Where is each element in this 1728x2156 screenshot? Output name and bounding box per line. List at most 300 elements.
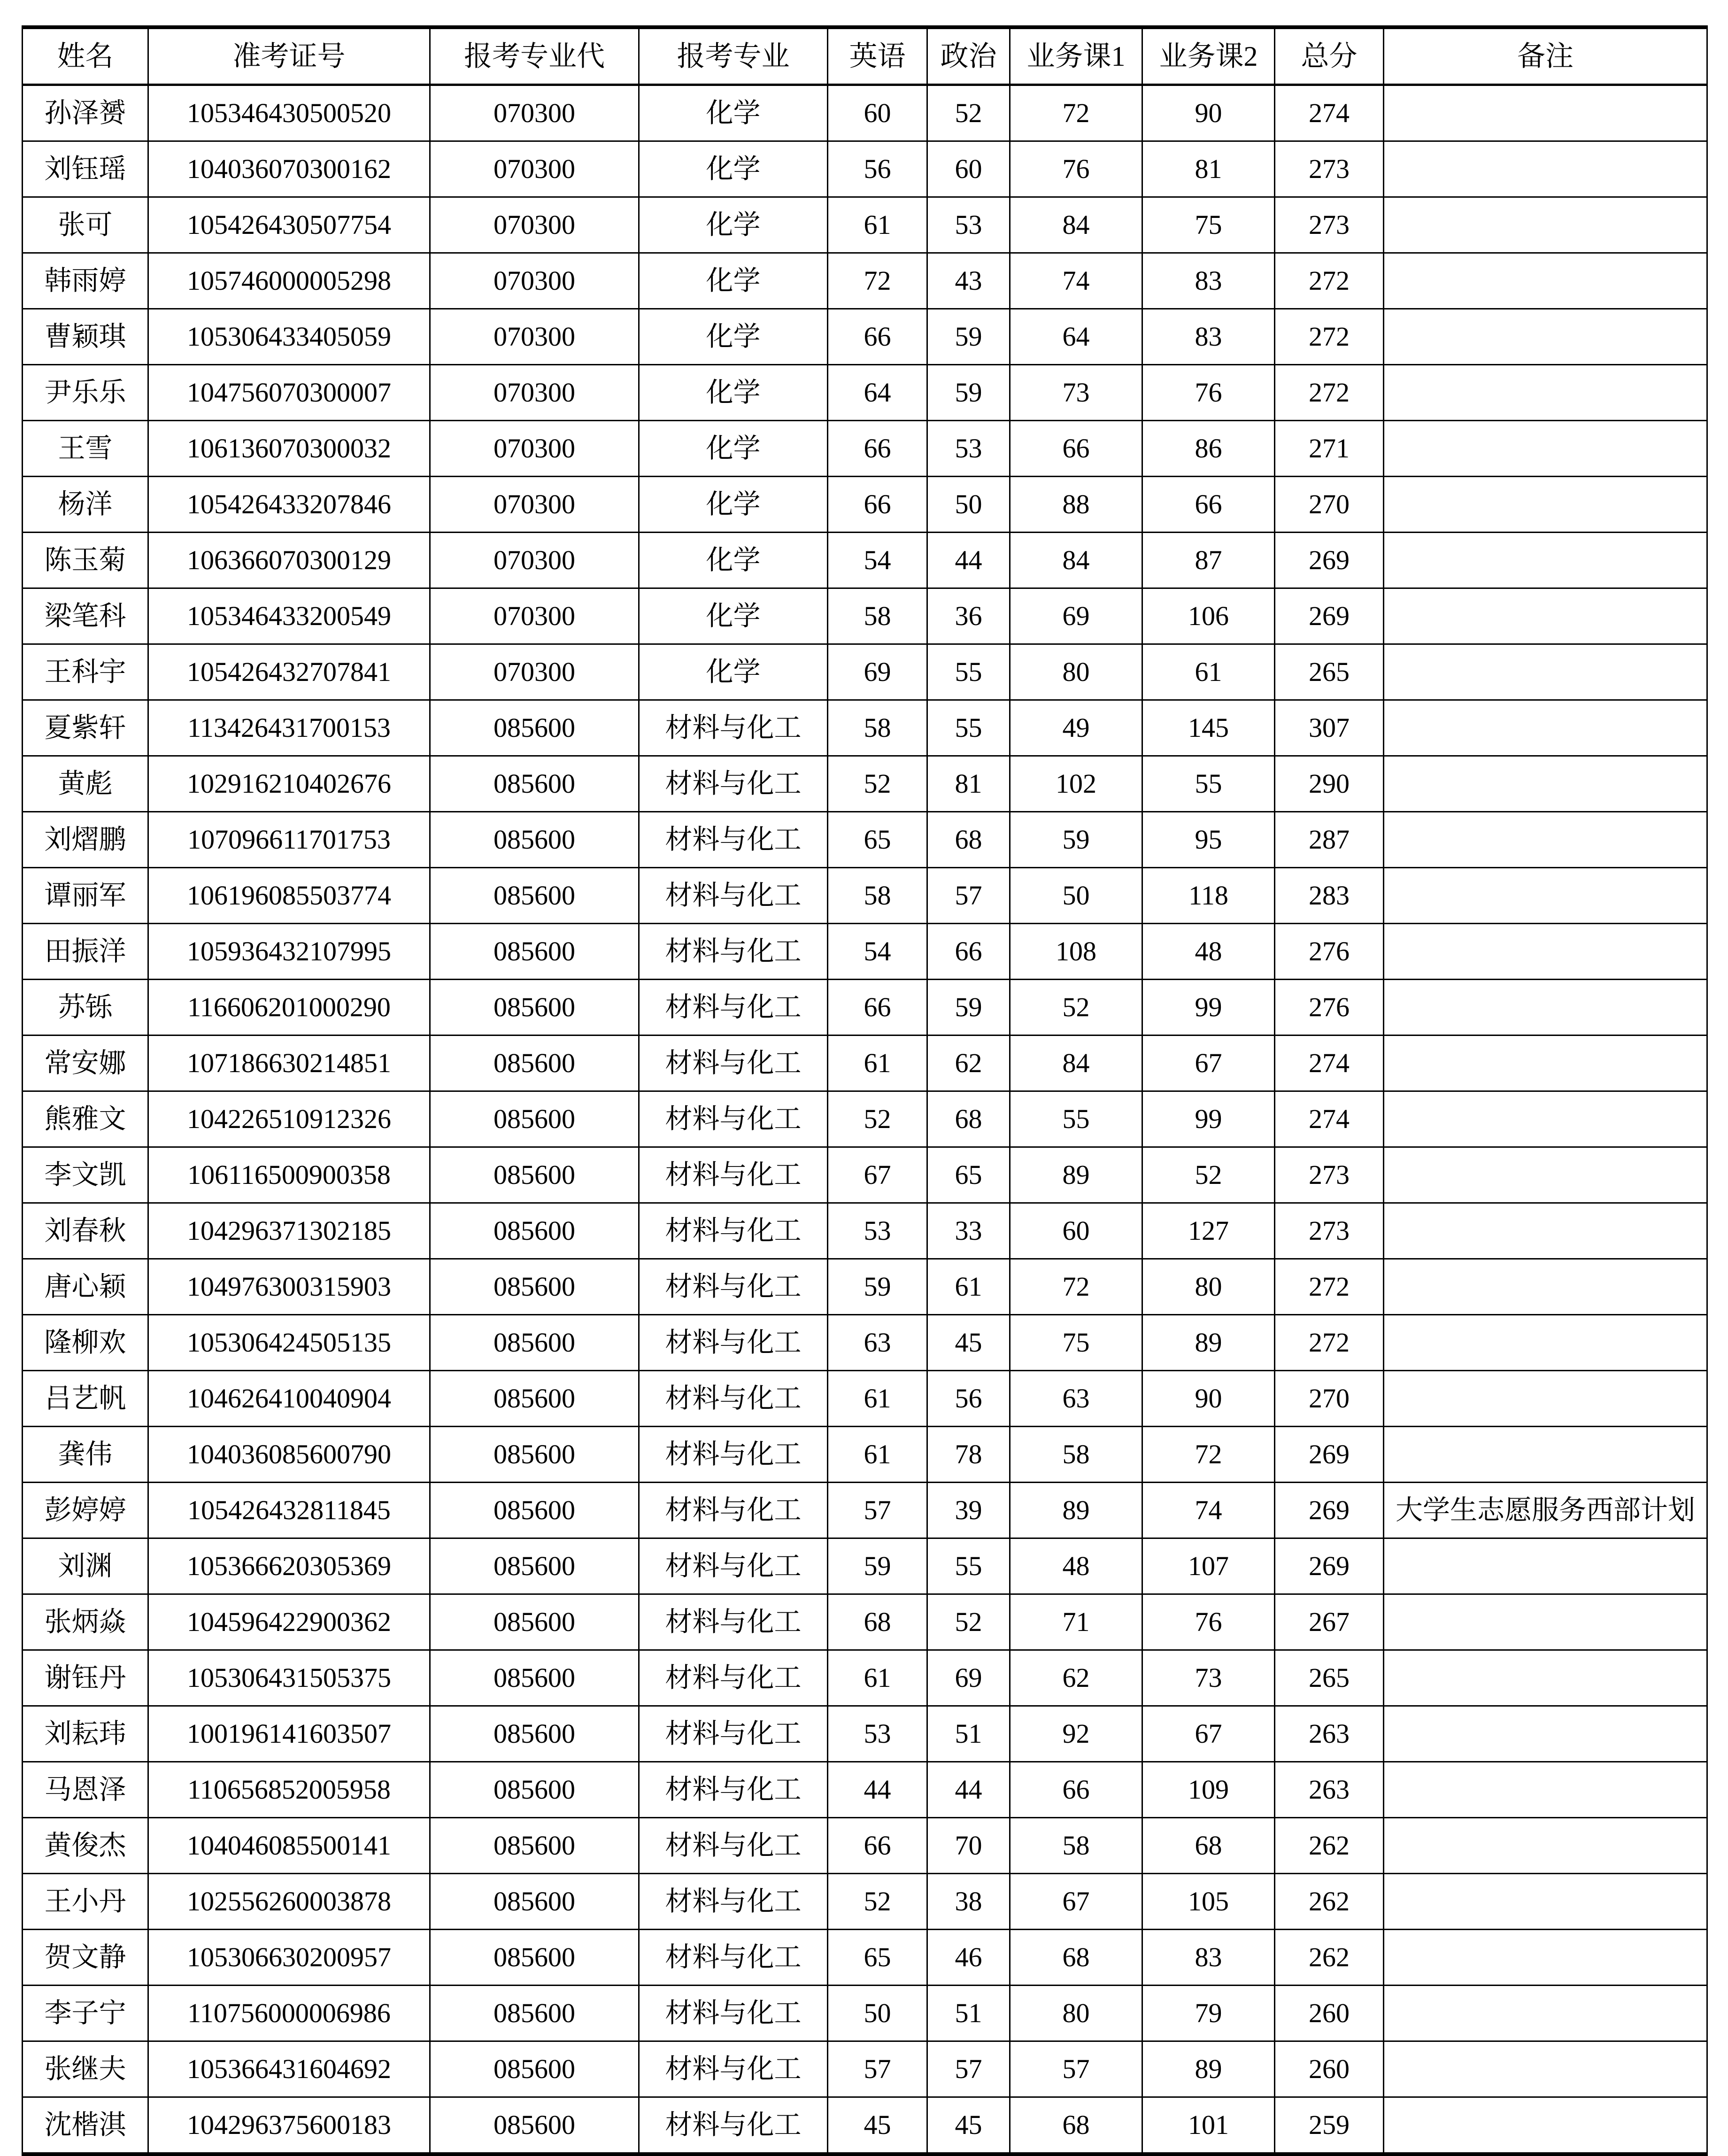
cell-exam-id: 107096611701753	[148, 812, 430, 868]
cell-major-code: 085600	[430, 1930, 639, 1986]
column-header-subject1: 业务课1	[1010, 27, 1142, 85]
cell-total: 273	[1275, 1147, 1384, 1203]
cell-subject1: 92	[1010, 1706, 1142, 1762]
cell-total: 262	[1275, 1818, 1384, 1874]
table-body	[23, 85, 1707, 2155]
cell-remark	[1384, 85, 1707, 141]
cell-major: 材料与化工	[639, 1650, 828, 1706]
cell-politics: 53	[927, 421, 1010, 477]
column-header-politics: 政治	[927, 27, 1010, 85]
cell-major: 化学	[639, 197, 828, 253]
cell-major-code: 085600	[430, 812, 639, 868]
cell-total: 272	[1275, 1259, 1384, 1315]
cell-english: 52	[828, 1091, 927, 1147]
column-header-remark: 备注	[1384, 27, 1707, 85]
cell-total: 273	[1275, 141, 1384, 197]
cell-exam-id: 104036085600790	[148, 1427, 430, 1483]
cell-remark	[1384, 1762, 1707, 1818]
cell-english: 63	[828, 1315, 927, 1371]
cell-english: 61	[828, 1371, 927, 1427]
cell-exam-id: 104976300315903	[148, 1259, 430, 1315]
cell-major: 材料与化工	[639, 1147, 828, 1203]
cell-exam-id: 104596422900362	[148, 1594, 430, 1650]
cell-total: 269	[1275, 533, 1384, 588]
cell-english: 53	[828, 1706, 927, 1762]
cell-subject2: 52	[1142, 1147, 1275, 1203]
cell-politics: 45	[927, 2097, 1010, 2155]
cell-remark	[1384, 1203, 1707, 1259]
cell-major-code: 085600	[430, 868, 639, 924]
cell-english: 65	[828, 1930, 927, 1986]
cell-subject2: 109	[1142, 1762, 1275, 1818]
cell-subject2: 101	[1142, 2097, 1275, 2155]
cell-politics: 52	[927, 85, 1010, 141]
cell-exam-id: 105306433405059	[148, 309, 430, 365]
cell-exam-id: 105366431604692	[148, 2041, 430, 2097]
cell-politics: 65	[927, 1147, 1010, 1203]
table-row	[23, 2097, 1707, 2155]
cell-subject2: 73	[1142, 1650, 1275, 1706]
cell-exam-id: 105366620305369	[148, 1538, 430, 1594]
cell-major: 材料与化工	[639, 1091, 828, 1147]
cell-subject2: 107	[1142, 1538, 1275, 1594]
cell-name: 王科宇	[23, 644, 148, 700]
cell-english: 72	[828, 253, 927, 309]
cell-major-code: 085600	[430, 1371, 639, 1427]
cell-name: 田振洋	[23, 924, 148, 980]
cell-total: 272	[1275, 253, 1384, 309]
cell-english: 57	[828, 2041, 927, 2097]
cell-subject2: 76	[1142, 1594, 1275, 1650]
cell-exam-id: 106136070300032	[148, 421, 430, 477]
table-row	[23, 309, 1707, 365]
cell-total: 259	[1275, 2097, 1384, 2155]
cell-english: 66	[828, 1818, 927, 1874]
cell-subject1: 89	[1010, 1483, 1142, 1538]
cell-politics: 69	[927, 1650, 1010, 1706]
cell-subject1: 80	[1010, 644, 1142, 700]
table-row	[23, 1706, 1707, 1762]
cell-subject1: 72	[1010, 1259, 1142, 1315]
cell-major-code: 070300	[430, 477, 639, 533]
cell-name: 马恩泽	[23, 1762, 148, 1818]
table-row	[23, 1035, 1707, 1091]
cell-politics: 46	[927, 1930, 1010, 1986]
cell-major: 化学	[639, 644, 828, 700]
cell-subject1: 89	[1010, 1147, 1142, 1203]
cell-major: 材料与化工	[639, 1538, 828, 1594]
cell-total: 262	[1275, 1930, 1384, 1986]
cell-name: 王雪	[23, 421, 148, 477]
cell-major-code: 070300	[430, 644, 639, 700]
cell-major: 材料与化工	[639, 1483, 828, 1538]
cell-politics: 51	[927, 1986, 1010, 2041]
cell-exam-id: 104036070300162	[148, 141, 430, 197]
cell-politics: 55	[927, 1538, 1010, 1594]
cell-major: 材料与化工	[639, 756, 828, 812]
cell-politics: 51	[927, 1706, 1010, 1762]
cell-exam-id: 116606201000290	[148, 980, 430, 1035]
cell-english: 50	[828, 1986, 927, 2041]
cell-major-code: 085600	[430, 1427, 639, 1483]
cell-politics: 44	[927, 1762, 1010, 1818]
cell-exam-id: 105306431505375	[148, 1650, 430, 1706]
cell-major-code: 085600	[430, 2041, 639, 2097]
cell-major: 化学	[639, 588, 828, 644]
cell-remark	[1384, 365, 1707, 421]
column-header-exam-id: 准考证号	[148, 27, 430, 85]
cell-major-code: 085600	[430, 1762, 639, 1818]
cell-remark	[1384, 2041, 1707, 2097]
cell-exam-id: 110656852005958	[148, 1762, 430, 1818]
cell-major-code: 085600	[430, 1259, 639, 1315]
cell-total: 265	[1275, 1650, 1384, 1706]
cell-english: 54	[828, 533, 927, 588]
table-row	[23, 477, 1707, 533]
table-row	[23, 1818, 1707, 1874]
cell-total: 260	[1275, 1986, 1384, 2041]
table-row	[23, 700, 1707, 756]
cell-total: 287	[1275, 812, 1384, 868]
cell-major: 化学	[639, 477, 828, 533]
cell-major-code: 085600	[430, 1483, 639, 1538]
cell-subject2: 67	[1142, 1706, 1275, 1762]
cell-name: 苏铄	[23, 980, 148, 1035]
cell-major: 材料与化工	[639, 980, 828, 1035]
cell-subject1: 80	[1010, 1986, 1142, 2041]
cell-remark	[1384, 1650, 1707, 1706]
cell-total: 272	[1275, 1315, 1384, 1371]
cell-major-code: 085600	[430, 1818, 639, 1874]
cell-english: 61	[828, 1650, 927, 1706]
cell-major: 材料与化工	[639, 1930, 828, 1986]
cell-major: 材料与化工	[639, 1762, 828, 1818]
cell-major: 材料与化工	[639, 1315, 828, 1371]
cell-total: 273	[1275, 1203, 1384, 1259]
cell-remark	[1384, 756, 1707, 812]
cell-major: 化学	[639, 421, 828, 477]
cell-english: 60	[828, 85, 927, 141]
cell-subject1: 68	[1010, 1930, 1142, 1986]
table-row	[23, 365, 1707, 421]
cell-exam-id: 104626410040904	[148, 1371, 430, 1427]
table-row	[23, 1650, 1707, 1706]
cell-subject2: 99	[1142, 980, 1275, 1035]
cell-name: 隆柳欢	[23, 1315, 148, 1371]
cell-subject1: 66	[1010, 421, 1142, 477]
cell-politics: 61	[927, 1259, 1010, 1315]
cell-politics: 33	[927, 1203, 1010, 1259]
table-row	[23, 1986, 1707, 2041]
cell-major: 材料与化工	[639, 1818, 828, 1874]
cell-total: 283	[1275, 868, 1384, 924]
cell-major: 材料与化工	[639, 1986, 828, 2041]
cell-exam-id: 104046085500141	[148, 1818, 430, 1874]
cell-name: 张继夫	[23, 2041, 148, 2097]
cell-subject1: 76	[1010, 141, 1142, 197]
cell-exam-id: 104226510912326	[148, 1091, 430, 1147]
cell-name: 谭丽军	[23, 868, 148, 924]
table-row	[23, 924, 1707, 980]
cell-english: 45	[828, 2097, 927, 2155]
cell-total: 269	[1275, 588, 1384, 644]
cell-name: 刘春秋	[23, 1203, 148, 1259]
cell-subject1: 48	[1010, 1538, 1142, 1594]
cell-exam-id: 102556260003878	[148, 1874, 430, 1930]
cell-english: 68	[828, 1594, 927, 1650]
cell-politics: 57	[927, 2041, 1010, 2097]
cell-subject1: 52	[1010, 980, 1142, 1035]
cell-remark	[1384, 588, 1707, 644]
cell-major-code: 070300	[430, 588, 639, 644]
cell-major-code: 085600	[430, 1594, 639, 1650]
cell-subject1: 71	[1010, 1594, 1142, 1650]
cell-subject1: 68	[1010, 2097, 1142, 2155]
cell-name: 曹颖琪	[23, 309, 148, 365]
cell-major: 材料与化工	[639, 1706, 828, 1762]
cell-english: 57	[828, 1483, 927, 1538]
cell-remark	[1384, 644, 1707, 700]
cell-remark	[1384, 1706, 1707, 1762]
cell-major-code: 070300	[430, 309, 639, 365]
cell-total: 290	[1275, 756, 1384, 812]
cell-name: 常安娜	[23, 1035, 148, 1091]
cell-major: 化学	[639, 85, 828, 141]
cell-subject2: 89	[1142, 2041, 1275, 2097]
column-header-total: 总分	[1275, 27, 1384, 85]
cell-politics: 62	[927, 1035, 1010, 1091]
cell-major: 材料与化工	[639, 1371, 828, 1427]
cell-subject1: 75	[1010, 1315, 1142, 1371]
cell-subject2: 83	[1142, 309, 1275, 365]
cell-exam-id: 105426432707841	[148, 644, 430, 700]
cell-major: 材料与化工	[639, 1594, 828, 1650]
cell-exam-id: 105426430507754	[148, 197, 430, 253]
table-row	[23, 1259, 1707, 1315]
cell-subject1: 72	[1010, 85, 1142, 141]
cell-name: 黄俊杰	[23, 1818, 148, 1874]
cell-major-code: 085600	[430, 1874, 639, 1930]
cell-remark	[1384, 533, 1707, 588]
cell-name: 夏紫轩	[23, 700, 148, 756]
cell-subject2: 86	[1142, 421, 1275, 477]
cell-english: 61	[828, 197, 927, 253]
cell-exam-id: 105306424505135	[148, 1315, 430, 1371]
column-header-major: 报考专业	[639, 27, 828, 85]
cell-total: 269	[1275, 1427, 1384, 1483]
cell-major-code: 070300	[430, 85, 639, 141]
cell-english: 59	[828, 1538, 927, 1594]
cell-exam-id: 105426432811845	[148, 1483, 430, 1538]
cell-subject1: 69	[1010, 588, 1142, 644]
cell-total: 263	[1275, 1762, 1384, 1818]
cell-politics: 59	[927, 309, 1010, 365]
cell-remark	[1384, 2097, 1707, 2155]
cell-major-code: 070300	[430, 141, 639, 197]
cell-english: 54	[828, 924, 927, 980]
exam-results-table	[22, 25, 1708, 2156]
cell-subject2: 67	[1142, 1035, 1275, 1091]
cell-total: 269	[1275, 1483, 1384, 1538]
cell-major: 材料与化工	[639, 1203, 828, 1259]
cell-total: 265	[1275, 644, 1384, 700]
cell-exam-id: 105936432107995	[148, 924, 430, 980]
cell-remark	[1384, 253, 1707, 309]
cell-major: 化学	[639, 141, 828, 197]
cell-subject2: 105	[1142, 1874, 1275, 1930]
cell-politics: 53	[927, 197, 1010, 253]
cell-remark	[1384, 141, 1707, 197]
cell-total: 276	[1275, 980, 1384, 1035]
cell-subject2: 75	[1142, 197, 1275, 253]
cell-politics: 55	[927, 700, 1010, 756]
cell-total: 270	[1275, 477, 1384, 533]
cell-subject1: 66	[1010, 1762, 1142, 1818]
cell-subject1: 60	[1010, 1203, 1142, 1259]
cell-exam-id: 106196085503774	[148, 868, 430, 924]
cell-english: 58	[828, 700, 927, 756]
cell-subject1: 63	[1010, 1371, 1142, 1427]
cell-remark	[1384, 1427, 1707, 1483]
cell-major-code: 085600	[430, 1706, 639, 1762]
cell-name: 彭婷婷	[23, 1483, 148, 1538]
cell-politics: 59	[927, 365, 1010, 421]
cell-exam-id: 113426431700153	[148, 700, 430, 756]
cell-english: 44	[828, 1762, 927, 1818]
cell-major-code: 085600	[430, 980, 639, 1035]
cell-exam-id: 105306630200957	[148, 1930, 430, 1986]
cell-remark	[1384, 1986, 1707, 2041]
cell-english: 69	[828, 644, 927, 700]
table-row	[23, 1427, 1707, 1483]
cell-name: 谢钰丹	[23, 1650, 148, 1706]
cell-name: 杨洋	[23, 477, 148, 533]
cell-remark	[1384, 924, 1707, 980]
cell-subject1: 57	[1010, 2041, 1142, 2097]
cell-politics: 50	[927, 477, 1010, 533]
cell-exam-id: 104296371302185	[148, 1203, 430, 1259]
cell-major-code: 085600	[430, 1315, 639, 1371]
cell-major-code: 085600	[430, 1091, 639, 1147]
table-row	[23, 421, 1707, 477]
cell-name: 张炳焱	[23, 1594, 148, 1650]
cell-subject1: 58	[1010, 1818, 1142, 1874]
cell-major: 材料与化工	[639, 868, 828, 924]
cell-major: 材料与化工	[639, 1874, 828, 1930]
cell-politics: 55	[927, 644, 1010, 700]
cell-exam-id: 105346433200549	[148, 588, 430, 644]
cell-name: 张可	[23, 197, 148, 253]
cell-major-code: 070300	[430, 421, 639, 477]
cell-subject1: 88	[1010, 477, 1142, 533]
cell-politics: 68	[927, 1091, 1010, 1147]
cell-politics: 68	[927, 812, 1010, 868]
cell-total: 274	[1275, 1091, 1384, 1147]
cell-subject1: 50	[1010, 868, 1142, 924]
table-row	[23, 1315, 1707, 1371]
cell-subject2: 127	[1142, 1203, 1275, 1259]
cell-exam-id: 106116500900358	[148, 1147, 430, 1203]
cell-name: 孙泽赟	[23, 85, 148, 141]
cell-subject2: 79	[1142, 1986, 1275, 2041]
cell-name: 贺文静	[23, 1930, 148, 1986]
table-row	[23, 756, 1707, 812]
cell-subject2: 95	[1142, 812, 1275, 868]
cell-total: 270	[1275, 1371, 1384, 1427]
cell-total: 272	[1275, 365, 1384, 421]
cell-total: 272	[1275, 309, 1384, 365]
cell-total: 307	[1275, 700, 1384, 756]
cell-politics: 38	[927, 1874, 1010, 1930]
table-row	[23, 1483, 1707, 1538]
cell-english: 64	[828, 365, 927, 421]
cell-major: 材料与化工	[639, 924, 828, 980]
cell-politics: 43	[927, 253, 1010, 309]
cell-subject1: 84	[1010, 1035, 1142, 1091]
cell-remark	[1384, 477, 1707, 533]
cell-remark	[1384, 197, 1707, 253]
cell-politics: 60	[927, 141, 1010, 197]
cell-politics: 56	[927, 1371, 1010, 1427]
cell-name: 黄彪	[23, 756, 148, 812]
cell-politics: 59	[927, 980, 1010, 1035]
table-row	[23, 980, 1707, 1035]
cell-subject1: 84	[1010, 533, 1142, 588]
cell-remark	[1384, 1818, 1707, 1874]
cell-exam-id: 110756000006986	[148, 1986, 430, 2041]
cell-major-code: 085600	[430, 1147, 639, 1203]
table-header	[23, 27, 1707, 85]
cell-subject2: 76	[1142, 365, 1275, 421]
cell-major-code: 085600	[430, 1203, 639, 1259]
cell-remark	[1384, 1371, 1707, 1427]
cell-total: 274	[1275, 1035, 1384, 1091]
cell-remark	[1384, 700, 1707, 756]
cell-subject2: 83	[1142, 253, 1275, 309]
column-header-subject2: 业务课2	[1142, 27, 1275, 85]
cell-remark	[1384, 868, 1707, 924]
cell-subject1: 102	[1010, 756, 1142, 812]
cell-major-code: 085600	[430, 1035, 639, 1091]
table-row	[23, 1371, 1707, 1427]
cell-name: 刘熠鹏	[23, 812, 148, 868]
cell-remark	[1384, 812, 1707, 868]
table-row	[23, 868, 1707, 924]
cell-subject2: 81	[1142, 141, 1275, 197]
cell-subject2: 80	[1142, 1259, 1275, 1315]
cell-english: 61	[828, 1035, 927, 1091]
column-header-name: 姓名	[23, 27, 148, 85]
cell-major-code: 085600	[430, 2097, 639, 2155]
cell-major: 材料与化工	[639, 1259, 828, 1315]
cell-exam-id: 105346430500520	[148, 85, 430, 141]
cell-politics: 81	[927, 756, 1010, 812]
cell-subject1: 62	[1010, 1650, 1142, 1706]
cell-english: 66	[828, 421, 927, 477]
cell-name: 刘耘玮	[23, 1706, 148, 1762]
cell-remark	[1384, 1930, 1707, 1986]
cell-name: 刘钰瑶	[23, 141, 148, 197]
table-row	[23, 1538, 1707, 1594]
cell-major: 材料与化工	[639, 2041, 828, 2097]
cell-remark	[1384, 1091, 1707, 1147]
cell-total: 262	[1275, 1874, 1384, 1930]
cell-subject2: 72	[1142, 1427, 1275, 1483]
cell-major-code: 070300	[430, 533, 639, 588]
cell-major: 化学	[639, 533, 828, 588]
cell-politics: 78	[927, 1427, 1010, 1483]
cell-politics: 45	[927, 1315, 1010, 1371]
